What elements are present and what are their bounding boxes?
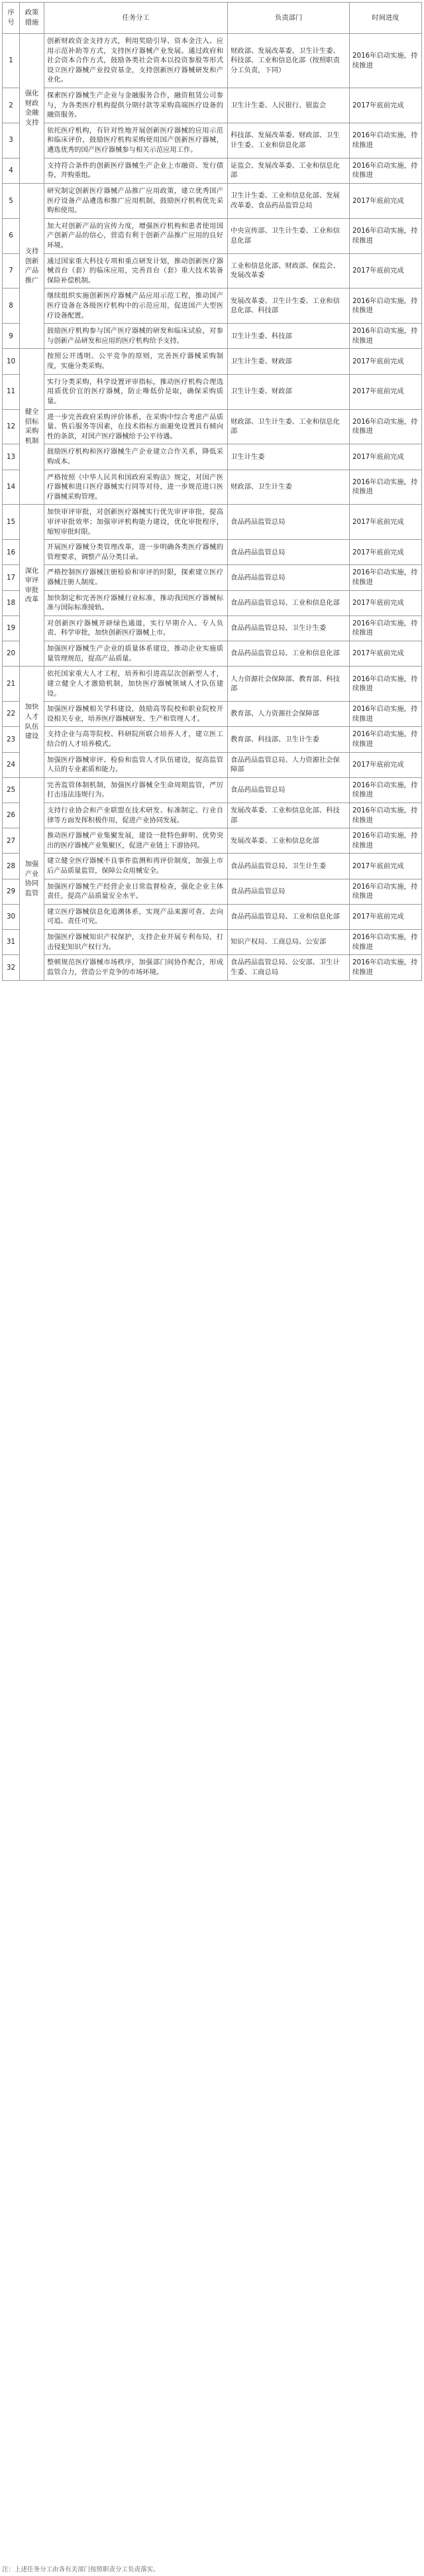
task-cell: 严格控制医疗器械注册检验和审评的时限，探索建立医疗器械注册人制度。 bbox=[44, 565, 228, 590]
row-number: 7 bbox=[3, 253, 20, 289]
task-cell: 加强医疗器械相关学科建设，鼓励高等院校和职业院校开设相关专业，培养医疗器械研发、生产和管理人才。 bbox=[44, 702, 228, 727]
row-number: 19 bbox=[3, 615, 20, 641]
table-row bbox=[3, 565, 422, 590]
progress-cell: 2017年底前完成 bbox=[350, 904, 422, 929]
table-row bbox=[3, 803, 422, 828]
progress-cell: 2016年启动实施，持续推进 bbox=[350, 123, 422, 158]
policy-measure-cell: 深化审评审批改革 bbox=[20, 505, 44, 667]
responsible-dept-cell: 证监会、发展改革委、工业和信息化部 bbox=[228, 158, 350, 183]
row-number: 13 bbox=[3, 444, 20, 470]
policy-measure-cell: 健全招标采购机制 bbox=[20, 349, 44, 505]
table-row bbox=[3, 123, 422, 158]
progress-cell: 2017年底前完成 bbox=[350, 88, 422, 123]
task-cell: 实行分类采购，科学设置评审指标，推动医疗机构合理选用质优价宜的医疗器械，防止唯低价是取，确保采购质量。 bbox=[44, 374, 228, 409]
task-cell: 鼓励医疗机构参与国产医疗器械的研发和临床试验，对参与创新产品研发和应用的医疗机构给予支持。 bbox=[44, 324, 228, 349]
progress-cell: 2016年启动实施，持续推进 bbox=[350, 879, 422, 904]
responsible-dept-cell: 食品药品监管总局 bbox=[228, 505, 350, 540]
table-row bbox=[3, 955, 422, 980]
table-row bbox=[3, 667, 422, 702]
table-row bbox=[3, 183, 422, 218]
task-cell: 支持行业协会和产业联盟在技术研发、标准制定、行业自律等方面发挥积极作用，促进产业协同发展。 bbox=[44, 803, 228, 828]
row-number: 1 bbox=[3, 34, 20, 88]
table-row bbox=[3, 930, 422, 955]
task-cell: 依托国家重大人才工程，培养和引进高层次创新型人才，建立健全人才激励机制，加快医疗器械领域人才队伍建设。 bbox=[44, 667, 228, 702]
task-cell: 加强医疗器械生产企业的质量体系建设，推动企业实施质量管理规范，提高产品质量。 bbox=[44, 641, 228, 667]
header-dept: 负责部门 bbox=[228, 3, 350, 34]
task-cell: 建立医疗器械信息化追溯体系，实现产品来源可查、去向可追、责任可究。 bbox=[44, 904, 228, 929]
progress-cell: 2017年底前完成 bbox=[350, 540, 422, 565]
table-row bbox=[3, 752, 422, 777]
task-cell: 完善监管体制机制，加强医疗器械全生命周期监管，严厉打击违法违规行为。 bbox=[44, 777, 228, 803]
responsible-dept-cell: 食品药品监管总局 bbox=[228, 879, 350, 904]
progress-cell: 2016年启动实施，持续推进 bbox=[350, 409, 422, 444]
task-cell: 鼓励医疗机构和医疗器械生产企业建立合作关系，降低采购成本。 bbox=[44, 444, 228, 470]
progress-cell: 2017年底前完成 bbox=[350, 641, 422, 667]
table-row bbox=[3, 828, 422, 854]
responsible-dept-cell: 财政部、卫生计生委 bbox=[228, 470, 350, 505]
table-row bbox=[3, 470, 422, 505]
progress-cell: 2016年启动实施，持续推进 bbox=[350, 803, 422, 828]
progress-cell: 2016年启动实施，持续推进 bbox=[350, 702, 422, 727]
task-cell: 研究制定创新医疗器械产品推广应用政策，建立优秀国产医疗设备产品遴选和推广应用机制，鼓励医疗机构优先采购和使用。 bbox=[44, 183, 228, 218]
row-number: 25 bbox=[3, 777, 20, 803]
progress-cell: 2016年启动实施，持续推进 bbox=[350, 470, 422, 505]
table-row bbox=[3, 879, 422, 904]
progress-cell: 2016年启动实施，持续推进 bbox=[350, 158, 422, 183]
table-row bbox=[3, 349, 422, 374]
progress-cell: 2016年启动实施，持续推进 bbox=[350, 218, 422, 253]
row-number: 3 bbox=[3, 123, 20, 158]
row-number: 2 bbox=[3, 88, 20, 123]
row-number: 20 bbox=[3, 641, 20, 667]
row-number: 9 bbox=[3, 324, 20, 349]
responsible-dept-cell: 教育部、人力资源社会保障部 bbox=[228, 702, 350, 727]
responsible-dept-cell: 卫生计生委、财政部 bbox=[228, 349, 350, 374]
progress-cell: 2016年启动实施，持续推进 bbox=[350, 955, 422, 980]
responsible-dept-cell: 食品药品监管总局、卫生计生委 bbox=[228, 854, 350, 879]
responsible-dept-cell: 卫生计生委、科技部 bbox=[228, 324, 350, 349]
row-number: 32 bbox=[3, 955, 20, 980]
task-cell: 对创新医疗器械开辟绿色通道，实行早期介入、专人负责、科学审批，加快创新医疗器械上市。 bbox=[44, 615, 228, 641]
policy-measure-cell: 支持创新产品推广 bbox=[20, 183, 44, 349]
responsible-dept-cell: 卫生计生委、财政部 bbox=[228, 374, 350, 409]
row-number: 30 bbox=[3, 904, 20, 929]
row-number: 4 bbox=[3, 158, 20, 183]
policy-measure-cell: 强化财政金融支持 bbox=[20, 34, 44, 184]
progress-cell: 2016年启动实施，持续推进 bbox=[350, 930, 422, 955]
task-cell: 加快制定和完善医疗器械行业标准，推动我国医疗器械标准与国际标准接轨。 bbox=[44, 590, 228, 615]
progress-cell: 2017年底前完成 bbox=[350, 183, 422, 218]
table-row bbox=[3, 34, 422, 88]
responsible-dept-cell: 食品药品监管总局、工业和信息化部 bbox=[228, 590, 350, 615]
table-row bbox=[3, 88, 422, 123]
row-number: 10 bbox=[3, 349, 20, 374]
progress-cell: 2016年启动实施，持续推进 bbox=[350, 727, 422, 752]
footnote: 注：上述任务分工由各有关部门按照职责分工负责落实。 bbox=[2, 2566, 160, 2573]
progress-cell: 2016年启动实施，持续推进 bbox=[350, 615, 422, 641]
table-row bbox=[3, 444, 422, 470]
task-cell: 继续组织实施创新医疗器械产品应用示范工程，推动国产医疗设备在各级医疗机构中的示范应用，促进国产大型医疗设备配置。 bbox=[44, 289, 228, 324]
table-row bbox=[3, 158, 422, 183]
row-number: 23 bbox=[3, 727, 20, 752]
table-body bbox=[3, 34, 422, 981]
row-number: 29 bbox=[3, 879, 20, 904]
task-cell: 加强医疗器械知识产权保护，支持企业开展专利布局，打击侵犯知识产权行为。 bbox=[44, 930, 228, 955]
responsible-dept-cell: 卫生计生委 bbox=[228, 444, 350, 470]
header-task: 任务分工 bbox=[44, 3, 228, 34]
table-row bbox=[3, 615, 422, 641]
table-row bbox=[3, 641, 422, 667]
responsible-dept-cell: 教育部、科技部、卫生计生委 bbox=[228, 727, 350, 752]
table-row bbox=[3, 854, 422, 879]
row-number: 6 bbox=[3, 218, 20, 253]
responsible-dept-cell: 食品药品监管总局、工业和信息化部 bbox=[228, 904, 350, 929]
task-cell: 加快审评审批，对创新医疗器械实行优先审评审批，提高审评审批效率；加强审评机构能力建设，优化审批程序，缩短审批时限。 bbox=[44, 505, 228, 540]
table-row bbox=[3, 374, 422, 409]
progress-cell: 2017年底前完成 bbox=[350, 444, 422, 470]
task-cell: 加强医疗器械生产经营企业日常监督检查，强化企业主体责任，提高产品质量安全水平。 bbox=[44, 879, 228, 904]
task-cell: 加大对创新产品的宣传力度，增强医疗机构和患者使用国产创新产品的信心，营造有利于创新产品推广应用的良好环境。 bbox=[44, 218, 228, 253]
policy-measure-cell: 加强产业协同监管 bbox=[20, 777, 44, 980]
progress-cell: 2017年底前完成 bbox=[350, 590, 422, 615]
progress-cell: 2016年启动实施，持续推进 bbox=[350, 667, 422, 702]
responsible-dept-cell: 食品药品监管总局 bbox=[228, 540, 350, 565]
progress-cell: 2017年底前完成 bbox=[350, 349, 422, 374]
row-number: 15 bbox=[3, 505, 20, 540]
progress-cell: 2016年启动实施，持续推进 bbox=[350, 565, 422, 590]
responsible-dept-cell: 发展改革委、工业和信息化部 bbox=[228, 828, 350, 854]
table-row bbox=[3, 289, 422, 324]
task-cell: 依托医疗机构，有针对性地开展创新医疗器械的应用示范和临床评价，鼓励医疗机构采购使用国产创新医疗器械，遴选优秀的国产医疗器械参与相关示范应用工作。 bbox=[44, 123, 228, 158]
table-row bbox=[3, 253, 422, 289]
row-number: 21 bbox=[3, 667, 20, 702]
responsible-dept-cell: 食品药品监管总局、卫生计生委 bbox=[228, 615, 350, 641]
row-number: 12 bbox=[3, 409, 20, 444]
task-cell: 加强医疗器械审评、检验和监管人才队伍建设，提高监管人员的专业素质和能力。 bbox=[44, 752, 228, 777]
responsible-dept-cell: 食品药品监管总局 bbox=[228, 777, 350, 803]
responsible-dept-cell: 科技部、发展改革委、财政部、卫生计生委、工业和信息化部 bbox=[228, 123, 350, 158]
responsible-dept-cell: 食品药品监管总局、工业和信息化部 bbox=[228, 641, 350, 667]
table-row bbox=[3, 590, 422, 615]
header-measure: 政策措施 bbox=[20, 3, 44, 34]
responsible-dept-cell: 卫生计生委、工业和信息化部、发展改革委、食品药品监管总局 bbox=[228, 183, 350, 218]
table-row bbox=[3, 904, 422, 929]
responsible-dept-cell: 财政部、发展改革委、卫生计生委、科技部、工业和信息化部（按照职责分工负责，下同） bbox=[228, 34, 350, 88]
row-number: 27 bbox=[3, 828, 20, 854]
responsible-dept-cell: 中央宣传部、卫生计生委、工业和信息化部 bbox=[228, 218, 350, 253]
row-number: 16 bbox=[3, 540, 20, 565]
table-row bbox=[3, 702, 422, 727]
task-cell: 开展医疗器械分类管理改革，进一步明确各类医疗器械的管理要求，调整产品分类目录。 bbox=[44, 540, 228, 565]
responsible-dept-cell: 发展改革委、工业和信息化部、科技部 bbox=[228, 803, 350, 828]
progress-cell: 2017年底前完成 bbox=[350, 505, 422, 540]
progress-cell: 2017年底前完成 bbox=[350, 253, 422, 289]
responsible-dept-cell: 食品药品监管总局、公安部、卫生计生委、工商总局 bbox=[228, 955, 350, 980]
row-number: 18 bbox=[3, 590, 20, 615]
responsible-dept-cell: 食品药品监管总局、人力资源社会保障部 bbox=[228, 752, 350, 777]
responsible-dept-cell: 发展改革委、卫生计生委、工业和信息化部、科技部 bbox=[228, 289, 350, 324]
row-number: 22 bbox=[3, 702, 20, 727]
row-number: 17 bbox=[3, 565, 20, 590]
task-cell: 支持符合条件的创新医疗器械生产企业上市融资、发行债券，并购重组。 bbox=[44, 158, 228, 183]
progress-cell: 2016年启动实施，持续推进 bbox=[350, 828, 422, 854]
table-row bbox=[3, 505, 422, 540]
table-row bbox=[3, 409, 422, 444]
responsible-dept-cell: 财政部、卫生计生委、工业和信息化部 bbox=[228, 409, 350, 444]
row-number: 31 bbox=[3, 930, 20, 955]
task-cell: 推动医疗器械产业集聚发展，建设一批特色鲜明、优势突出的医疗器械产业集聚区，促进产业链上下游协同。 bbox=[44, 828, 228, 854]
progress-cell: 2016年启动实施，持续推进 bbox=[350, 777, 422, 803]
table-row bbox=[3, 324, 422, 349]
header-no: 序号 bbox=[3, 3, 20, 34]
task-cell: 创新财政资金支持方式，利用奖励引导、资本金注入、应用示范补助等方式，支持医疗器械产业发展。通过政府和社会资本合作方式，鼓励各类社会资本以投资参股等形式设立医疗器械产业投资基金，支持创新医疗器械研发和产业化。 bbox=[44, 34, 228, 88]
task-cell: 支持企业与高等院校、科研院所联合培养人才，建立医工结合的人才培养模式。 bbox=[44, 727, 228, 752]
document-page bbox=[2, 2, 421, 985]
progress-cell: 2016年启动实施，持续推进 bbox=[350, 289, 422, 324]
progress-cell: 2017年底前完成 bbox=[350, 854, 422, 879]
row-number: 28 bbox=[3, 854, 20, 879]
progress-cell: 2016年启动实施，持续推进 bbox=[350, 34, 422, 88]
progress-cell: 2016年启动实施，持续推进 bbox=[350, 324, 422, 349]
task-cell: 按照公开透明、公平竞争的原则，完善医疗器械采购制度，实施分类采购。 bbox=[44, 349, 228, 374]
header-progress: 时间进度 bbox=[350, 3, 422, 34]
responsible-dept-cell: 知识产权局、工商总局、公安部 bbox=[228, 930, 350, 955]
task-cell: 严格按照《中华人民共和国政府采购法》规定，对国产医疗器械和进口医疗器械实行同等对待，进一步规范进口医疗器械采购管理。 bbox=[44, 470, 228, 505]
table-row bbox=[3, 540, 422, 565]
table-header-row bbox=[3, 3, 422, 34]
task-cell: 建立健全医疗器械不良事件监测和再评价制度，加强上市后产品质量监管，保障公众用械安全。 bbox=[44, 854, 228, 879]
row-number: 26 bbox=[3, 803, 20, 828]
row-number: 11 bbox=[3, 374, 20, 409]
row-number: 24 bbox=[3, 752, 20, 777]
row-number: 14 bbox=[3, 470, 20, 505]
table-row bbox=[3, 218, 422, 253]
table-row bbox=[3, 727, 422, 752]
task-cell: 进一步完善政府采购评价体系，在采购中综合考虑产品质量、售后服务等因素，在技术指标方面避免设置具有倾向性的条款，对国产医疗器械给予公平待遇。 bbox=[44, 409, 228, 444]
task-division-table bbox=[2, 2, 422, 981]
table-row bbox=[3, 777, 422, 803]
progress-cell: 2017年底前完成 bbox=[350, 752, 422, 777]
row-number: 8 bbox=[3, 289, 20, 324]
responsible-dept-cell: 人力资源社会保障部、教育部、科技部 bbox=[228, 667, 350, 702]
responsible-dept-cell: 卫生计生委、人民银行、银监会 bbox=[228, 88, 350, 123]
task-cell: 探索医疗器械生产企业与金融服务合作，融资租赁公司参与，为各类医疗机构提供分期付款等采购高端医疗设备的融资服务。 bbox=[44, 88, 228, 123]
row-number: 5 bbox=[3, 183, 20, 218]
responsible-dept-cell: 工业和信息化部、财政部、保监会、发展改革委 bbox=[228, 253, 350, 289]
progress-cell: 2017年底前完成 bbox=[350, 374, 422, 409]
policy-measure-cell: 加快人才队伍建设 bbox=[20, 667, 44, 777]
task-cell: 通过国家重大科技专项和重点研发计划，推动创新医疗器械首台（套）的临床应用，完善首台（套）重大技术装备保险补偿机制。 bbox=[44, 253, 228, 289]
task-cell: 整顿规范医疗器械市场秩序，加强部门间协作配合，形成监管合力，营造公平竞争的市场环境。 bbox=[44, 955, 228, 980]
responsible-dept-cell: 食品药品监管总局 bbox=[228, 565, 350, 590]
